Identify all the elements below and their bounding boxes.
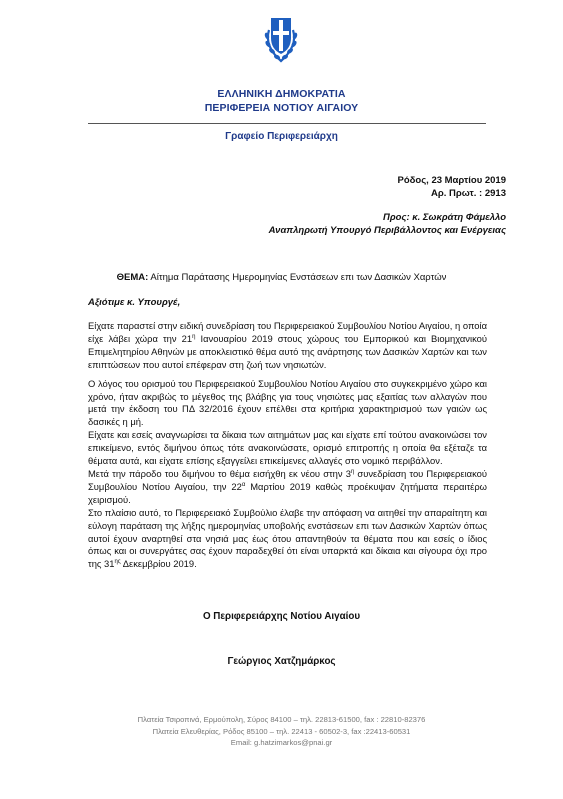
subject-line [0, 272, 563, 283]
footer-address-syros: Πλατεία Τσιροπινά, Ερμούπολη, Σύρος 84100 – τηλ. 22813-61500, fax : 22810-82376 [137, 715, 426, 724]
letter-body [88, 320, 487, 571]
subject-label: ΘΕΜΑ: [116, 272, 149, 283]
paragraph-1: Είχατε παραστεί στην ειδική συνεδρίαση του Περιφερειακού Συμβουλίου Νοτίου Αιγαίου, η οποία είχε λάβει χώρα την $21^\eta$ Ιανουαρίου 2019 στους χώρους του Εμπορικού και Βιομηχανικού Επιμελητηρίου Αθηνών με αποκλειστικό θέμα αυτό της ανάρτησης των Δασικών Χαρτών και των επιπτώσεων που αυτοί επέφεραν στη ζωή των νησιωτών. [88, 320, 487, 370]
paragraph-2: Ο λόγος του ορισμού του Περιφερειακού Συμβουλίου Νοτίου Αιγαίου στο συγκεκριμένο χώρο και χρόνο, ήταν ακριβώς το μέγεθος της βλάβης για τους νησιώτες μας εξαιτίας των αλλαγών που μετά την έκδοση του ΠΔ 32/2016 έχουν επέλθει στα κριτήρια χαρακτηρισμού των γαιών ως δασικές η μή. [88, 377, 487, 428]
footer-contact [0, 714, 563, 749]
protocol-number: Αρ. Πρωτ. : 2913 [431, 188, 506, 199]
recipient-name: Προς: κ. Σωκράτη Φάμελλο [383, 212, 506, 223]
signatory-title: Ο Περιφερειάρχης Νοτίου Αιγαίου [202, 611, 361, 622]
office-title: Γραφείο Περιφερειάρχη [225, 131, 338, 142]
place-date: Ρόδος, 23 Μαρτίου 2019 [397, 175, 506, 186]
paragraph-5: Στο πλαίσιο αυτό, το Περιφερειακό Συμβούλιο έλαβε την απόφαση να αιτηθεί την απαραίτητη και εύλογη παράταση της λήξης ημερομηνίας υποβολής ενστάσεων επι των Δασικών Χαρτών όπως αυτοί έχουν αναρτηθεί στα νησιά μας έως ότου απαντηθούν τα θέματα που και εσείς ο ίδιος όπως και οι συνεργάτες σας έχουν παραδεχθεί ότι είναι υπαρκτά και δίκαια και σίγουρα όχι προ της $31^{\eta\varsigma}$ Δεκεμβρίου 2019. [88, 506, 487, 570]
signatory-name: Γεώργιος Χατζημάρκος [227, 656, 336, 667]
region-heading: ΠΕΡΙΦΕΡΕΙΑ ΝΟΤΙΟΥ ΑΙΓΑΙΟΥ [204, 102, 359, 114]
paragraph-4: Μετά την πάροδο του διμήνου το θέμα εισήχθη εκ νέου στην $3^\eta$ συνεδρίαση του Περιφερειακού Συμβουλίου Νοτίου Αιγαίου, την $22^\alpha$ Μαρτίου 2019 καθώς προέκυψαν ζητήματα περαιτέρω χειρισμού. [88, 467, 488, 505]
footer-address-rhodes: Πλατεία Ελευθερίας, Ρόδος 85100 – τηλ. 22413 - 60502-3, fax :22413-60531 [152, 726, 411, 736]
greeting: Αξιότιμε κ. Υπουργέ, [88, 297, 181, 308]
paragraph-3: Είχατε και εσείς αναγνωρίσει τα δίκαια των αιτημάτων μας και είχατε επί τούτου ανακοινώσει τον επικείμενο, εντός διμήνου όπως τότε ανακοινώσατε, ορισμό επιτροπής η οποία θα εξέταζε τα θέματα αυτά, και είχατε επίσης εξαγγείλει επικείμενες αλλαγές στο νομικό περιβάλλον. [88, 429, 487, 467]
country-heading: ΕΛΛΗΝΙΚΗ ΔΗΜΟΚΡΑΤΙΑ [217, 88, 346, 100]
recipient-title: Αναπληρωτή Υπουργό Περιβάλλοντος και Ενέργειας [268, 225, 506, 236]
footer-email: Email: g.hatzimarkos@pnai.gr [230, 738, 333, 748]
subject-text: Αίτημα Παράτασης Ημερομηνίας Ενστάσεων επι των Δασικών Χαρτών [150, 272, 447, 283]
greek-coat-of-arms-icon [262, 12, 300, 64]
header-divider [88, 123, 486, 124]
